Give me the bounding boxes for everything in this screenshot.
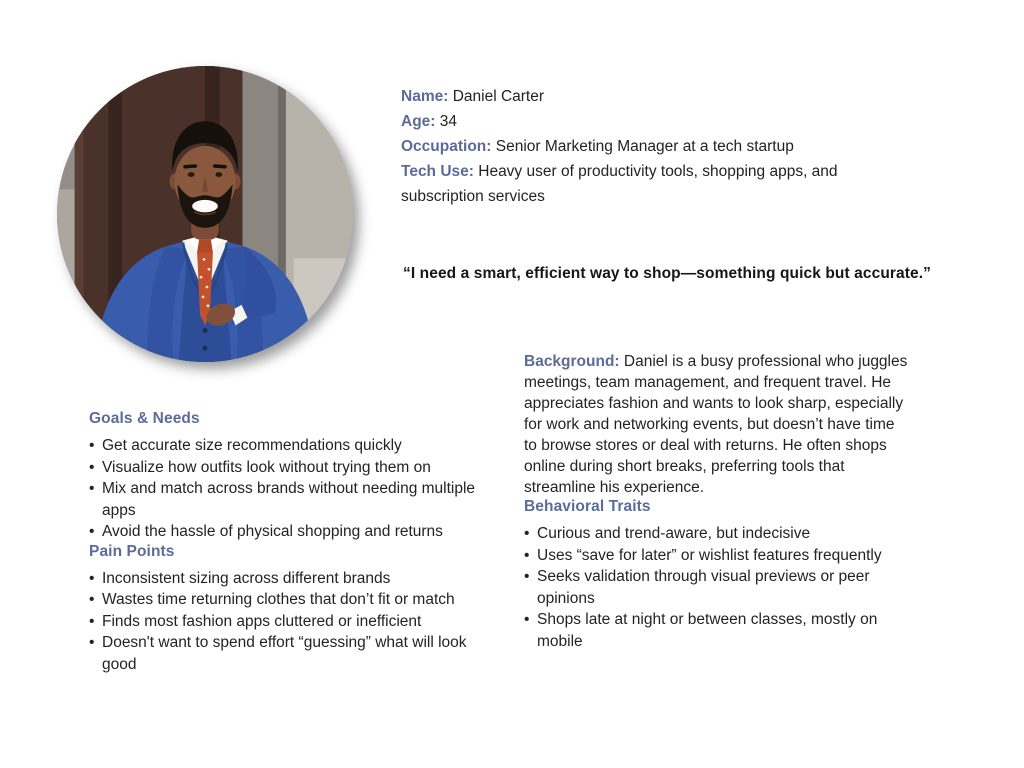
list-item: • Visualize how outfits look without trying them on <box>89 457 487 479</box>
list-item: • Curious and trend-aware, but indecisive <box>524 523 910 545</box>
persona-photo <box>57 66 353 362</box>
list-item: • Finds most fashion apps cluttered or inefficient <box>89 611 487 633</box>
right-column <box>524 351 910 652</box>
field-value: 34 <box>439 113 458 130</box>
pain-points-heading: Pain Points <box>89 542 175 560</box>
list-item: • Shops late at night or between classes, mostly on mobile <box>524 609 910 652</box>
field-label: Age: <box>401 113 436 130</box>
field-label: Tech Use: <box>401 163 474 180</box>
list-item: • Seeks validation through visual previews or peer opinions <box>524 566 910 609</box>
list-item: • Inconsistent sizing across different brands <box>89 568 487 590</box>
list-item: • Avoid the hassle of physical shopping and returns <box>89 521 487 543</box>
background-paragraph <box>524 351 910 498</box>
portrait-illustration <box>57 66 353 362</box>
persona-quote: “I need a smart, efficient way to shop—something quick but accurate.” <box>403 265 931 282</box>
list-item: • Mix and match across brands without needing multiple apps <box>89 478 487 521</box>
field-value: Heavy user of productivity tools, shopping apps, and subscription services <box>401 163 838 205</box>
profile-field-occupation <box>401 134 891 159</box>
list-item: • Doesn't want to spend effort “guessing” what will look good <box>89 632 487 675</box>
behavioral-traits-heading: Behavioral Traits <box>524 498 651 515</box>
field-value: Daniel Carter <box>452 88 545 105</box>
background-text: Daniel is a busy professional who juggles meetings, team management, and frequent travel. He appreciates fashion and wants to look sharp, especially for work and networking events, but doesn’t have time to browse stores or deal with returns. He often shops online during short breaks, preferring tools that streamline his experience. <box>524 353 908 496</box>
left-column <box>89 410 487 675</box>
list-item: • Wastes time returning clothes that don’t fit or match <box>89 589 487 611</box>
profile-field-age <box>401 109 891 134</box>
field-label: Occupation: <box>401 138 492 155</box>
profile-field-name <box>401 84 891 109</box>
profile-info <box>401 84 891 209</box>
field-label: Name: <box>401 88 449 105</box>
field-value: Senior Marketing Manager at a tech startup <box>495 138 794 155</box>
goals-heading: Goals & Needs <box>89 410 200 427</box>
goals-list <box>89 435 487 543</box>
list-item: • Uses “save for later” or wishlist features frequently <box>524 545 910 567</box>
profile-field-tech-use <box>401 159 891 209</box>
list-item: • Get accurate size recommendations quickly <box>89 435 487 457</box>
behavioral-traits-list <box>524 523 910 652</box>
background-label: Background: <box>524 353 620 370</box>
pain-points-list <box>89 568 487 676</box>
